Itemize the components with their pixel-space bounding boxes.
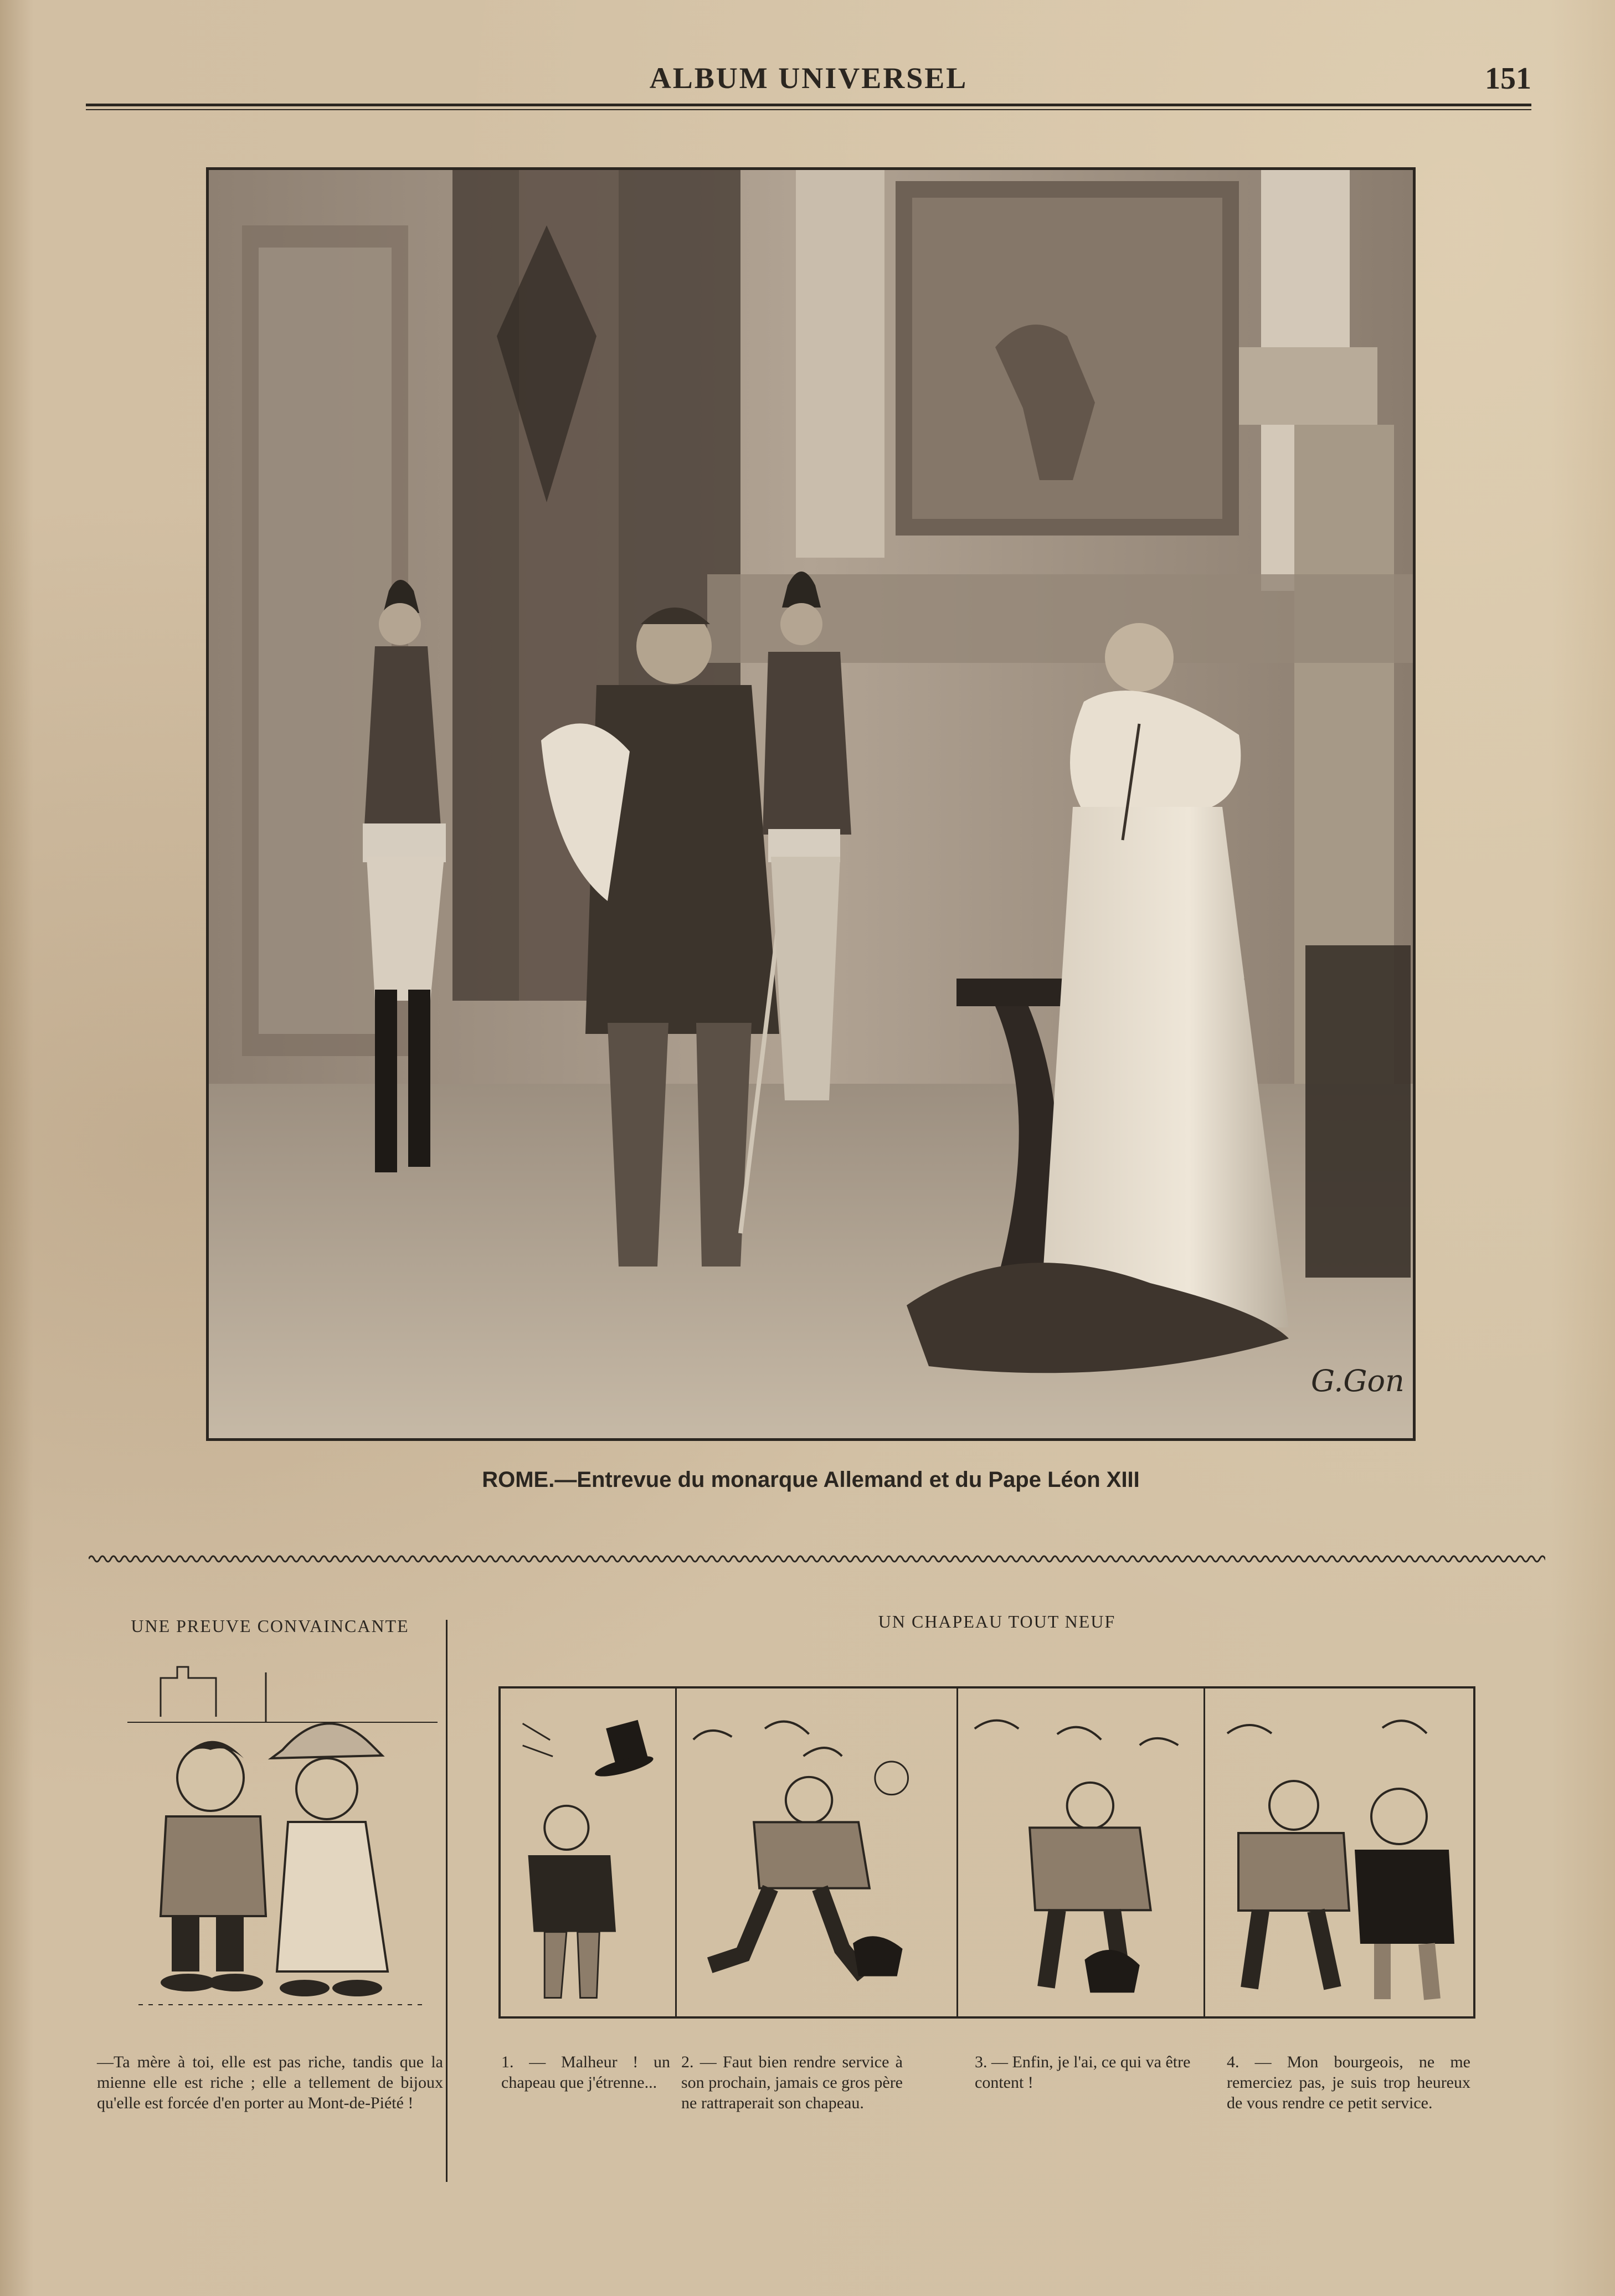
comic-panel-1 [501,1688,677,2016]
artist-signature: G.Gon [1311,1363,1405,1398]
left-cartoon-title: UNE PREUVE CONVAINCANTE [131,1616,409,1636]
main-caption: ROME.—Entrevue du monarque Allemand et du Pape Léon XIII [482,1468,1140,1492]
comic-strip-title: UN CHAPEAU TOUT NEUF [878,1612,1116,1631]
engraving-scene [209,170,1413,1438]
left-cartoon-image [127,1661,438,2016]
header-rule-thin [86,109,1531,110]
comic-panel-4 [1205,1688,1473,2016]
comic-caption-3: 3. — Enfin, je l'ai, ce qui va être content ! [975,2053,1191,2092]
page-number: 151 [1485,61,1531,96]
comic-caption-4: 4. — Mon bourgeois, ne me remerciez pas, je suis trop heureux de vous rendre ce petit service. [1227,2053,1470,2112]
publication-title: ALBUM UNIVERSEL [649,61,968,95]
main-illustration [206,167,1416,1441]
comic-caption-1: 1. — Malheur ! un chapeau que j'étrenne... [501,2053,670,2092]
left-cartoon-caption: —Ta mère à toi, elle est pas riche, tandis que la mienne elle est riche ; elle a tellement de bijoux qu'elle est forcée d'en porter au Mont-de-Piété ! [97,2053,443,2112]
page-header [86,58,1531,108]
header-rule [86,104,1531,106]
comic-panel-2 [677,1688,958,2016]
comic-strip [498,1686,1475,2019]
comic-strip-captions [501,2052,1498,2163]
comic-caption-2: 2. — Faut bien rendre service à son prochain, jamais ce gros père ne rattraperait son chapeau. [681,2053,903,2112]
comic-panel-3 [958,1688,1205,2016]
wavy-divider [89,1551,1545,1567]
column-divider [446,1620,448,2182]
